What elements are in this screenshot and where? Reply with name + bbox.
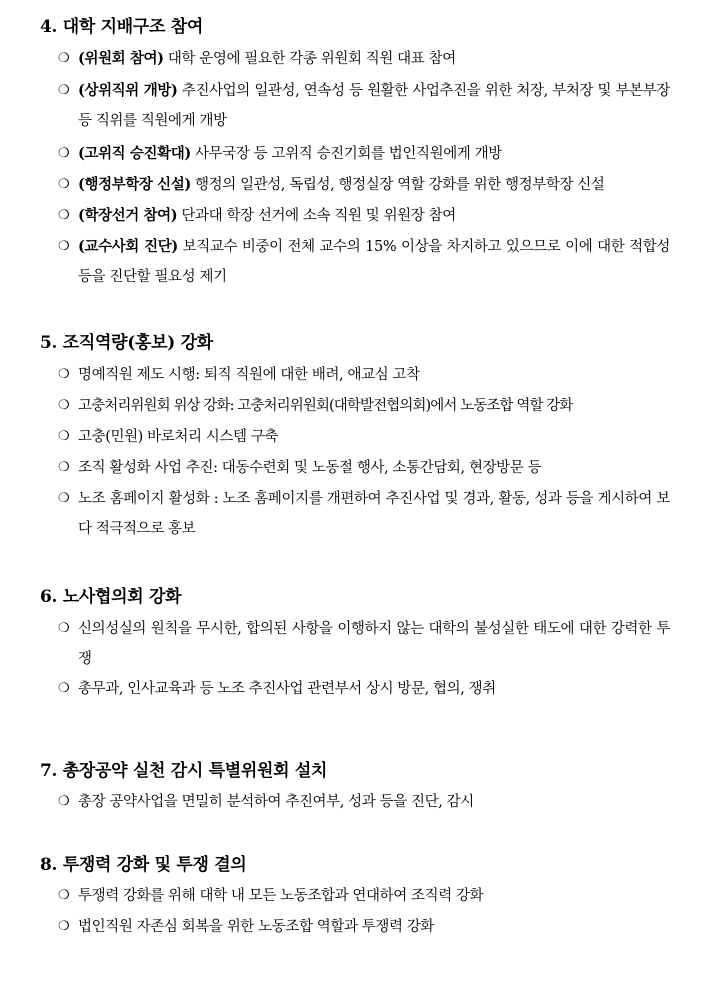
circle-bullet-icon: ❍: [58, 919, 70, 934]
list-item: [58, 170, 670, 200]
list-item: [58, 484, 670, 544]
list-item: [58, 912, 670, 942]
section-heading: 7. 총장공약 실천 감시 특별위원회 설치: [40, 761, 328, 781]
list-item: [58, 422, 670, 452]
item-label: (행정부학장 신설): [78, 176, 191, 193]
section-heading: 6. 노사협의회 강화: [40, 587, 182, 607]
item-text: 추진사업의 일관성, 연속성 등 원활한 사업추진을 위한 처장, 부처장 및 부본부장 등 직위를 직원에게 개방: [78, 83, 670, 129]
item-text: 명예직원 제도 시행: 퇴직 직원에 대한 배려, 애교심 고착: [78, 367, 420, 383]
circle-bullet-icon: ❍: [58, 794, 70, 809]
item-text: 투쟁력 강화를 위해 대학 내 모든 노동조합과 연대하여 조직력 강화: [78, 888, 484, 904]
circle-bullet-icon: ❍: [58, 429, 70, 444]
list-item: [58, 787, 670, 817]
list-item: [58, 391, 670, 421]
item-text: 사무국장 등 고위직 승진기회를 법인직원에게 개방: [190, 146, 502, 162]
item-label: (고위직 승진확대): [78, 145, 191, 162]
circle-bullet-icon: ❍: [58, 208, 70, 223]
item-text: 보직교수 비중이 전체 교수의 15% 이상을 차지하고 있으므로 이에 대한 적합성 등을 진단할 필요성 제기: [78, 239, 670, 285]
section-heading: 8. 투쟁력 강화 및 투쟁 결의: [40, 855, 247, 875]
circle-bullet-icon: ❍: [58, 146, 70, 161]
list-item: [58, 453, 670, 483]
item-text: 법인직원 자존심 회복을 위한 노동조합 역할과 투쟁력 강화: [78, 919, 435, 935]
circle-bullet-icon: ❍: [58, 83, 70, 98]
list-item: [58, 44, 670, 74]
circle-bullet-icon: ❍: [58, 491, 70, 506]
item-text: 행정의 일관성, 독립성, 행정실장 역할 강화를 위한 행정부학장 신설: [190, 177, 605, 193]
circle-bullet-icon: ❍: [58, 177, 70, 192]
circle-bullet-icon: ❍: [58, 367, 70, 382]
circle-bullet-icon: ❍: [58, 239, 70, 254]
list-item: [58, 139, 670, 169]
item-text: 노조 홈페이지 활성화 : 노조 홈페이지를 개편하여 추진사업 및 경과, 활동, 성과 등을 게시하여 보다 적극적으로 홍보: [78, 491, 670, 537]
item-label: (상위직위 개방): [78, 82, 178, 99]
item-text: 고충(민원) 바로처리 시스템 구축: [78, 429, 279, 445]
list-item: [58, 76, 670, 136]
item-text: 고충처리위원회 위상 강화: 고충처리위원회(대학발전협의회)에서 노동조합 역할 강화: [78, 398, 573, 414]
list-item: [58, 614, 670, 674]
circle-bullet-icon: ❍: [58, 681, 70, 696]
item-label: (학장선거 참여): [78, 207, 178, 224]
item-text: 단과대 학장 선거에 소속 직원 및 위원장 참여: [177, 208, 456, 224]
item-text: 총무과, 인사교육과 등 노조 추진사업 관련부서 상시 방문, 협의, 쟁취: [78, 681, 496, 697]
circle-bullet-icon: ❍: [58, 460, 70, 475]
circle-bullet-icon: ❍: [58, 888, 70, 903]
list-item: [58, 881, 670, 911]
section-heading: 5. 조직역량(홍보) 강화: [40, 333, 213, 353]
circle-bullet-icon: ❍: [58, 621, 70, 636]
list-item: [58, 360, 670, 390]
list-item: [58, 232, 670, 292]
item-text: 총장 공약사업을 면밀히 분석하여 추진여부, 성과 등을 진단, 감시: [78, 794, 474, 810]
section-heading: 4. 대학 지배구조 참여: [40, 17, 203, 37]
item-text: 조직 활성화 사업 추진: 대동수련회 및 노동절 행사, 소통간담회, 현장방문 등: [78, 460, 542, 476]
item-label: (위원회 참여): [78, 50, 164, 67]
circle-bullet-icon: ❍: [58, 398, 70, 413]
item-text: 신의성실의 원칙을 무시한, 합의된 사항을 이행하지 않는 대학의 불성실한 태도에 대한 강력한 투쟁: [78, 621, 670, 667]
list-item: [58, 674, 670, 704]
item-label: (교수사회 진단): [78, 238, 178, 255]
item-text: 대학 운영에 필요한 각종 위원회 직원 대표 참여: [163, 51, 456, 67]
circle-bullet-icon: ❍: [58, 51, 70, 66]
list-item: [58, 201, 670, 231]
